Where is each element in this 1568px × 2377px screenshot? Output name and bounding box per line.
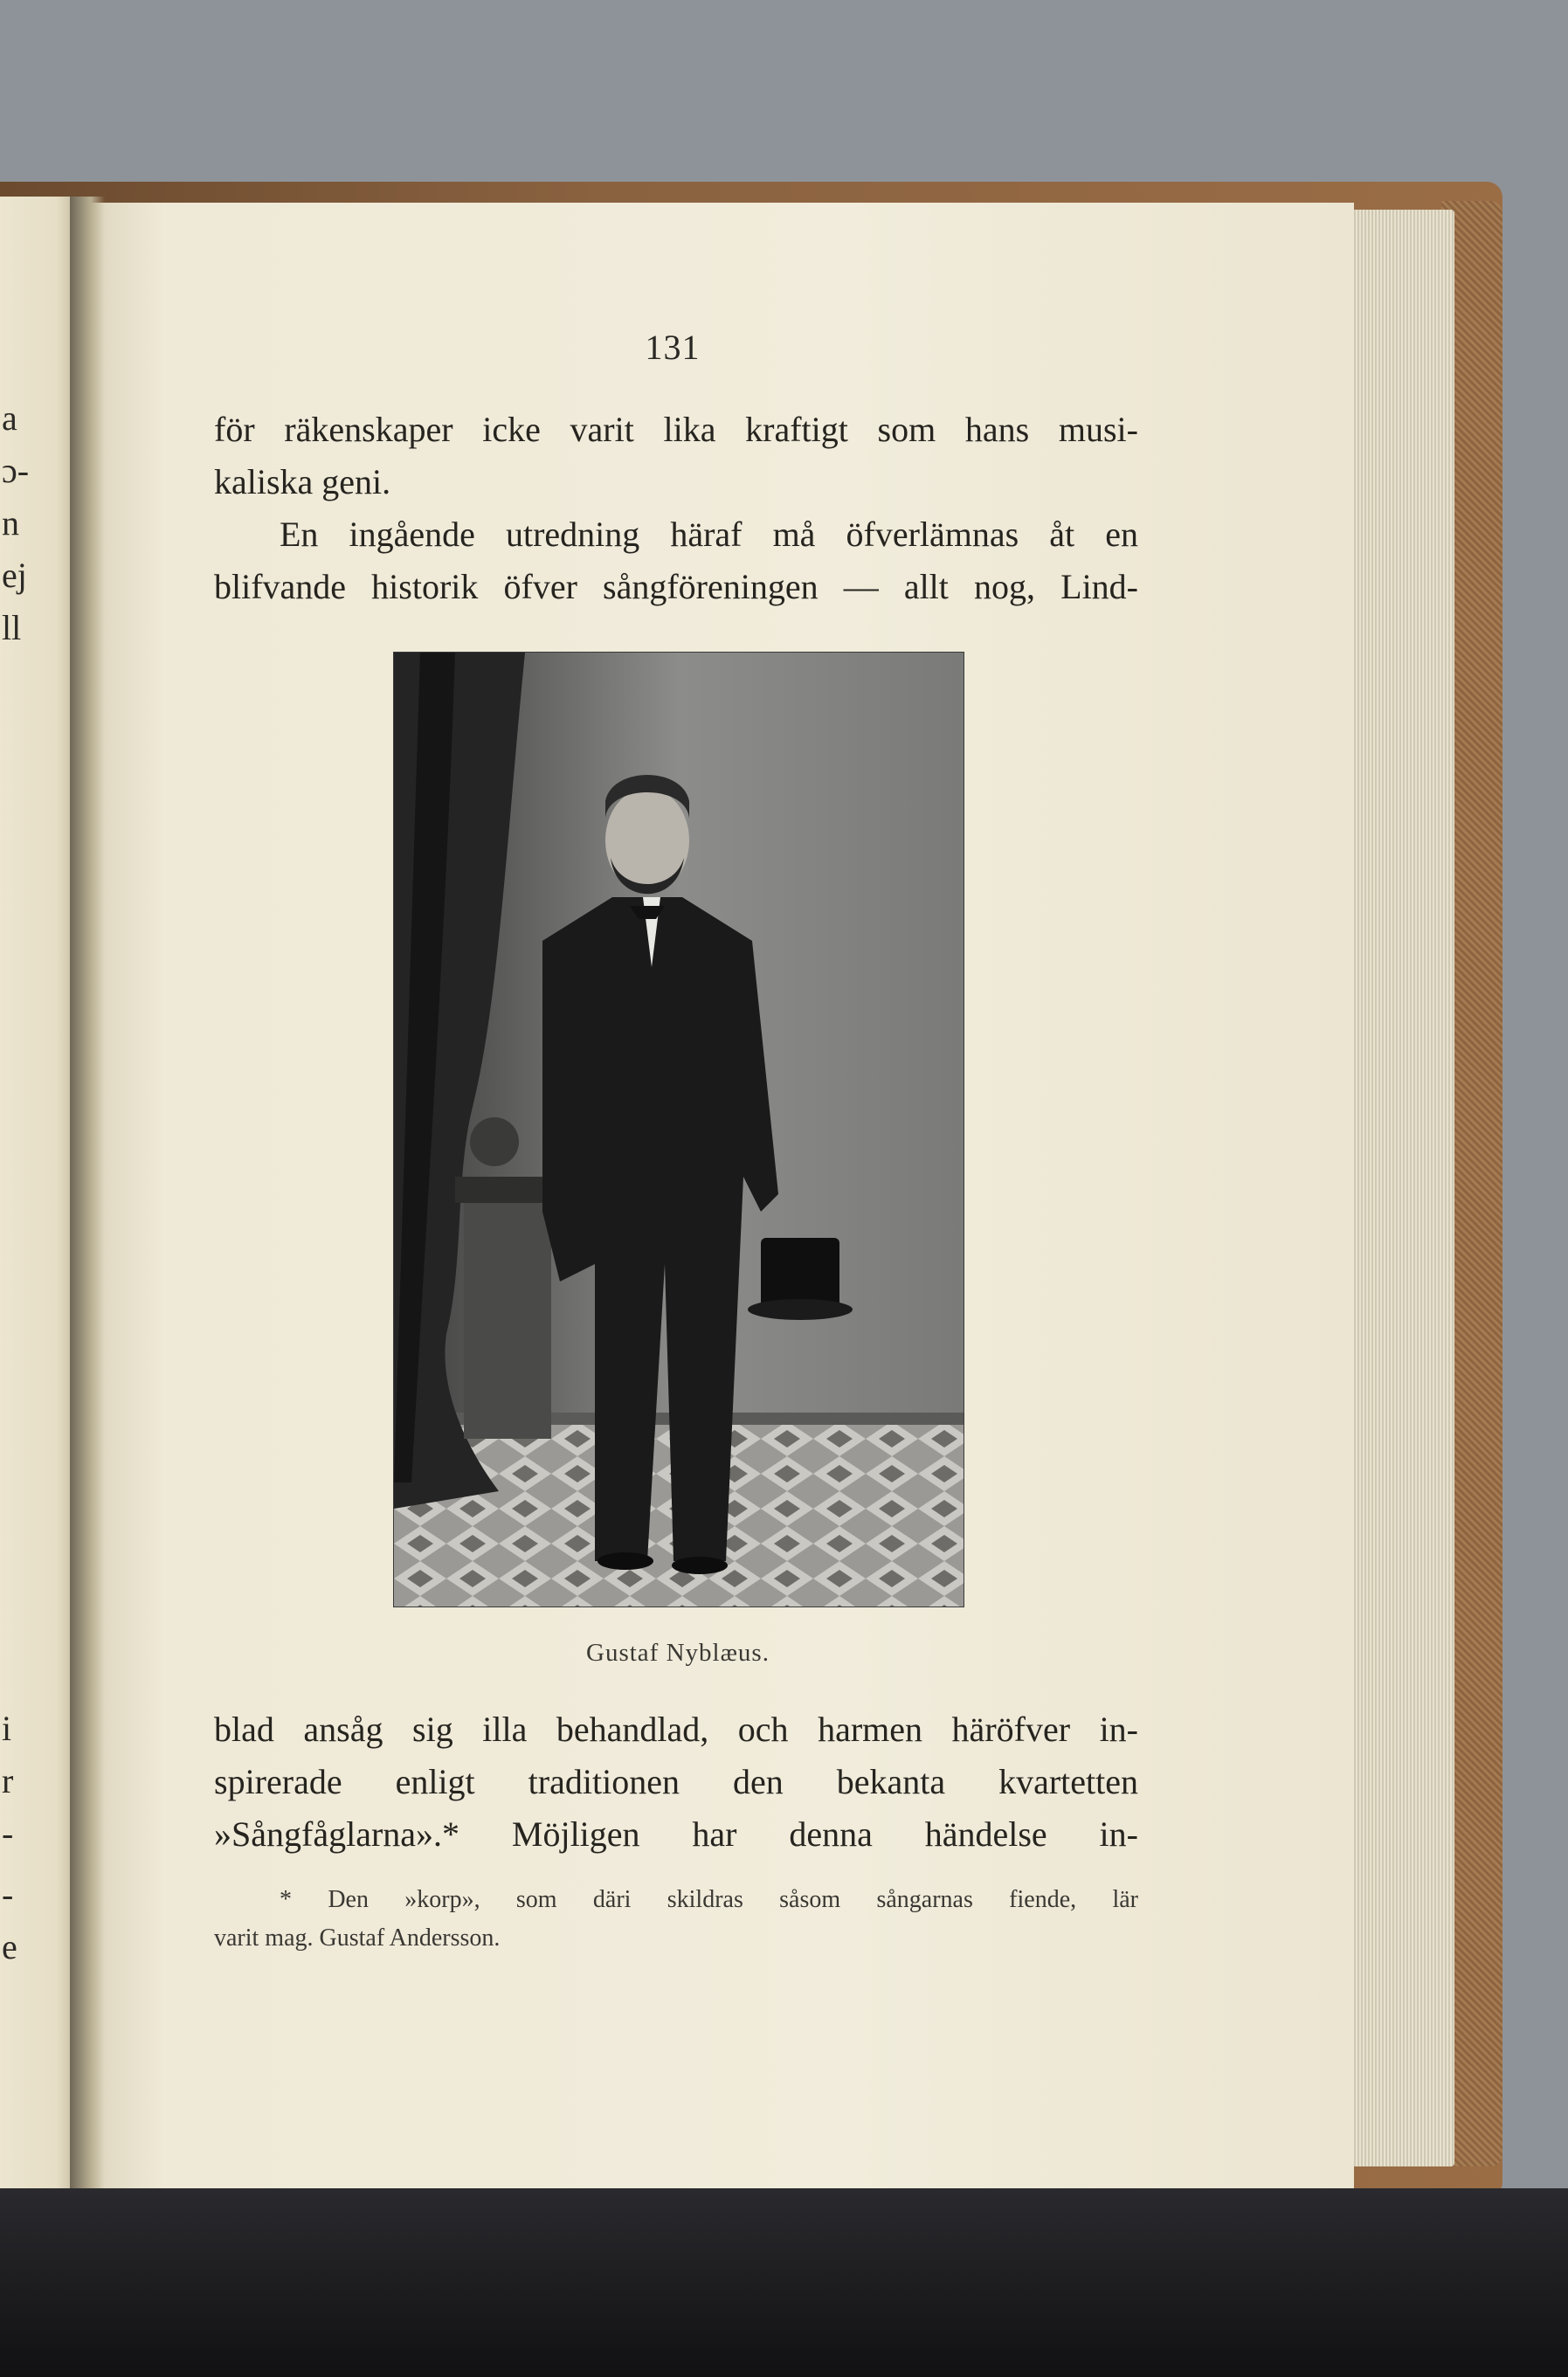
- left-page-text-fragments: [0, 197, 80, 2197]
- page-number: 131: [645, 328, 701, 367]
- left-fragment: e: [2, 1927, 17, 1966]
- text-line: »Sångfåglarna».* Möjligen har denna händelse in-: [214, 1814, 1138, 1854]
- page-gutter-shadow: [70, 197, 105, 2197]
- portrait-illustration: [394, 653, 964, 1607]
- text-line: för räkenskaper icke varit lika kraftigt som hans musi-: [214, 410, 1138, 449]
- paragraph-top: [214, 404, 1138, 613]
- left-fragment: a: [2, 398, 17, 438]
- footnote-line: * Den »korp», som däri skildras såsom sångarnas fiende, lär: [280, 1886, 1138, 1913]
- text-line: kaliska geni.: [214, 462, 391, 501]
- text-line: En ingående utredning häraf må öfverlämnas åt en: [280, 515, 1138, 554]
- text-line: spirerade enligt traditionen den bekanta kvartetten: [214, 1762, 1138, 1801]
- left-fragment: -: [2, 1814, 14, 1853]
- page-block-edges: [1345, 210, 1454, 2166]
- left-fragment: r: [2, 1761, 14, 1800]
- portrait-photograph: [393, 652, 964, 1607]
- table-surface: [0, 2188, 1568, 2377]
- footnote-line: varit mag. Gustaf Andersson.: [214, 1924, 501, 1952]
- text-line: blifvande historik öfver sångföreningen — allt nog, Lind-: [214, 567, 1138, 606]
- left-fragment: n: [2, 503, 19, 542]
- left-fragment: -: [2, 1875, 14, 1914]
- footnote: [214, 1881, 1138, 1958]
- photo-caption: Gustaf Nyblæus.: [586, 1639, 770, 1667]
- left-fragment: ll: [2, 608, 22, 647]
- text-line: blad ansåg sig illa behandlad, och harmen häröfver in-: [214, 1710, 1138, 1749]
- left-fragment: ɔ-: [2, 451, 30, 490]
- paragraph-bottom: [214, 1703, 1138, 1861]
- left-page: [0, 197, 80, 2197]
- left-fragment: i: [2, 1709, 12, 1748]
- left-fragment: ej: [2, 556, 27, 595]
